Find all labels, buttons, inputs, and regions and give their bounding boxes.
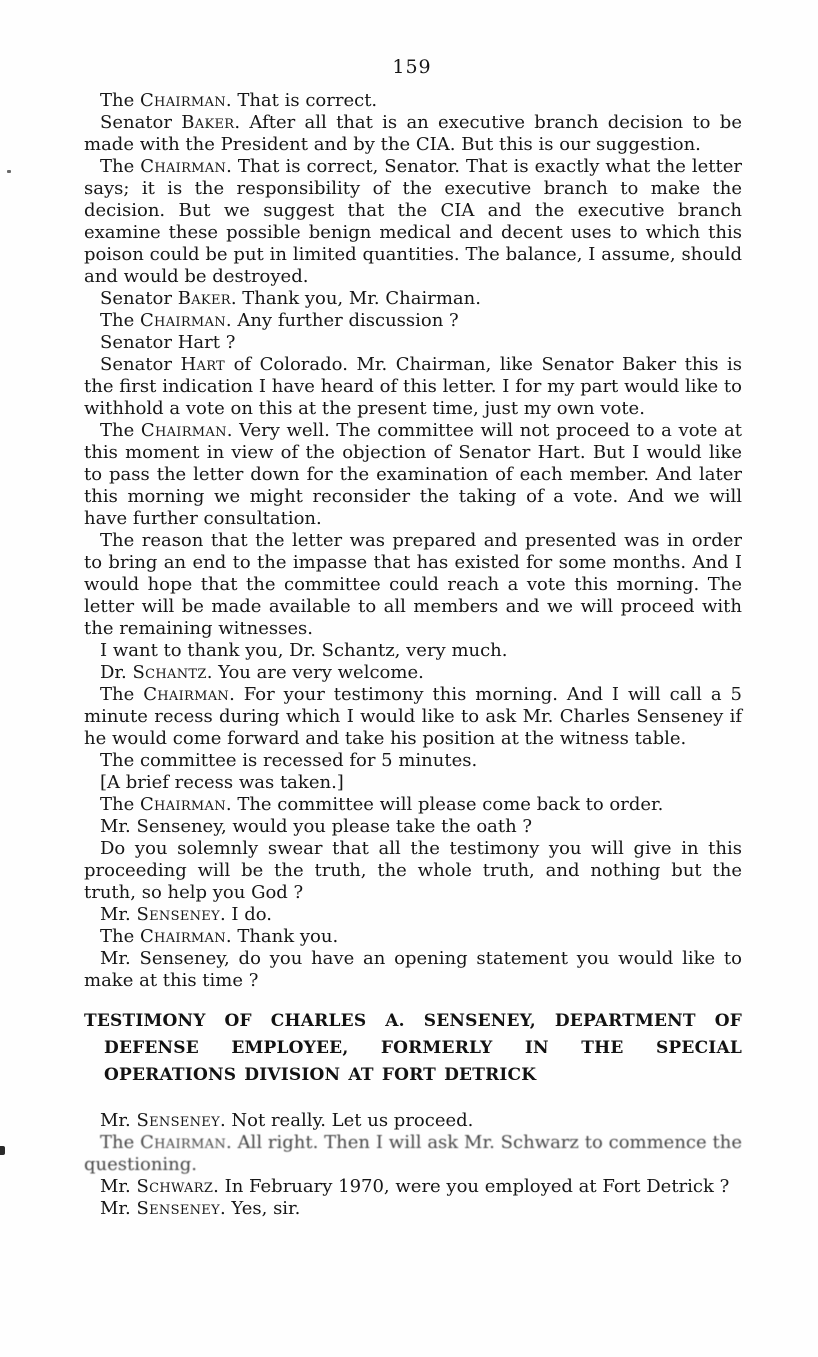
paragraph-text: . Not really. Let us proceed. xyxy=(219,1110,474,1131)
speaker-name: Hart xyxy=(180,354,226,375)
transcript-paragraph xyxy=(84,1132,742,1176)
paragraph-text: Mr. xyxy=(100,1198,137,1219)
paragraph-text: . After all that is an executive branch decision to be made with the President and by the CIA. But this is our suggestion. xyxy=(84,112,742,155)
paragraph-text: The xyxy=(100,684,144,705)
transcript-paragraph xyxy=(84,1198,742,1220)
paragraph-text: The xyxy=(100,794,140,815)
transcript-paragraph xyxy=(84,310,742,332)
transcript-paragraph xyxy=(84,90,742,112)
paragraph-text: Senator xyxy=(100,354,181,375)
paragraph-text: The xyxy=(100,90,140,111)
paragraph-text: Mr. xyxy=(100,1110,137,1131)
lower-section xyxy=(84,990,742,1220)
transcript-paragraph xyxy=(84,926,742,948)
speaker-name: Baker xyxy=(181,112,235,133)
paragraph-text: Senator xyxy=(100,288,178,309)
transcript-paragraph xyxy=(84,1110,742,1132)
transcript-paragraph xyxy=(84,112,742,156)
paragraph-text: of Colorado. Mr. Chairman, like Senator Baker this is the first indication I have heard of this letter. I for my part would like to withhold a vote on this at the present time, just my own vote. xyxy=(84,354,742,419)
speaker-name: Chairman xyxy=(139,90,226,111)
speaker-name: Schwarz xyxy=(136,1176,214,1197)
transcript-paragraph xyxy=(84,772,742,794)
transcript-paragraph xyxy=(84,684,742,750)
testimony-heading: TESTIMONY OF CHARLES A. SENSENEY, DEPARTMENT OF DEFENSE EMPLOYEE, FORMERLY IN THE SPECIAL OPERATIONS DIVISION AT FORT DETRICK xyxy=(84,1011,742,1085)
paragraph-text: I want to thank you, Dr. Schantz, very much. xyxy=(100,640,508,661)
paragraph-text: Do you solemnly swear that all the testimony you will give in this proceeding will be the truth, the whole truth, and nothing but the truth, so help you God ? xyxy=(84,838,742,903)
paragraph-text: . That is correct. xyxy=(225,90,378,111)
speaker-name: Senseney xyxy=(136,1198,220,1219)
speaker-name: Chairman xyxy=(140,156,227,177)
transcript-paragraph xyxy=(84,640,742,662)
paragraph-text: . Very well. The committee will not proceed to a vote at this moment in view of the objection of Senator Hart. But I would like to pass the letter down for the examination of each member. And later this morning we might reconsider the taking of a vote. And we will have further consultation. xyxy=(84,420,742,529)
paragraph-text: Senator Hart ? xyxy=(100,332,236,353)
speaker-name: Baker xyxy=(177,288,231,309)
speaker-name: Chairman xyxy=(140,420,227,441)
transcript-paragraph xyxy=(84,354,742,420)
paragraph-text: . In February 1970, were you employed at Fort Detrick ? xyxy=(213,1176,730,1197)
paragraph-text: The committee is recessed for 5 minutes. xyxy=(100,750,478,771)
paragraph-text: Dr. xyxy=(100,662,133,683)
paragraph-text: The xyxy=(100,1132,141,1153)
paragraph-text: . The committee will please come back to order. xyxy=(225,794,664,815)
speaker-name: Chairman xyxy=(139,794,226,815)
paragraph-text: . You are very welcome. xyxy=(206,662,424,683)
transcript-after xyxy=(84,1110,742,1220)
transcript-paragraph xyxy=(84,948,742,992)
paragraph-text: Mr. Senseney, do you have an opening statement you would like to make at this time ? xyxy=(84,948,742,991)
transcript-paragraph xyxy=(84,420,742,530)
transcript-paragraph xyxy=(84,662,742,684)
paragraph-text: . I do. xyxy=(219,904,273,925)
transcript-paragraph xyxy=(84,794,742,816)
speaker-name: Chairman xyxy=(139,310,226,331)
paragraph-text: . Thank you, Mr. Chairman. xyxy=(230,288,481,309)
heading-spacer xyxy=(84,990,742,1008)
speaker-name: Schantz xyxy=(132,662,207,683)
transcript-paragraph xyxy=(84,1176,742,1198)
transcript-paragraph xyxy=(84,332,742,354)
paragraph-text: Mr. xyxy=(100,904,137,925)
speaker-name: Chairman xyxy=(140,1132,226,1153)
paragraph-text: The xyxy=(100,156,141,177)
paragraph-text: . Thank you. xyxy=(225,926,339,947)
paragraph-text: . Yes, sir. xyxy=(219,1198,301,1219)
paragraph-text: The xyxy=(100,926,140,947)
paragraph-text: Mr. xyxy=(100,1176,137,1197)
speaker-name: Senseney xyxy=(136,1110,220,1131)
paragraph-text: [A brief recess was taken.] xyxy=(100,772,344,793)
transcript-before xyxy=(84,90,742,992)
paragraph-text: . Any further discussion ? xyxy=(225,310,459,331)
scan-artifact-dot xyxy=(7,170,11,173)
speaker-name: Chairman xyxy=(139,926,226,947)
transcript-paragraph xyxy=(84,530,742,640)
paragraph-text: The xyxy=(100,420,141,441)
paragraph-text: Mr. Senseney, would you please take the oath ? xyxy=(100,816,533,837)
transcript-paragraph xyxy=(84,750,742,772)
speaker-name: Senseney xyxy=(136,904,220,925)
speaker-name: Chairman xyxy=(143,684,230,705)
paragraph-text: Senator xyxy=(100,112,182,133)
paragraph-text: . All right. Then I will ask Mr. Schwarz to commence the questioning. xyxy=(84,1132,742,1175)
transcript-paragraph xyxy=(84,816,742,838)
transcript-paragraph xyxy=(84,156,742,288)
paragraph-text: The xyxy=(100,310,140,331)
paragraph-text: . For your testimony this morning. And I will call a 5 minute recess during which I would like to ask Mr. Charles Senseney if he would come forward and take his position at the witness table. xyxy=(84,684,742,749)
paragraph-text: . That is correct, Senator. That is exactly what the letter says; it is the responsibility of the executive branch to make the decision. But we suggest that the CIA and the executive branch examine these possible benign medical and decent uses to which this poison could be put in limited quantities. The balance, I assume, should and would be destroyed. xyxy=(84,156,742,287)
transcript-paragraph xyxy=(84,838,742,904)
transcript-paragraph xyxy=(84,288,742,310)
transcript-paragraph xyxy=(84,904,742,926)
page-number: 159 xyxy=(392,56,432,78)
paragraph-text: The reason that the letter was prepared and presented was in order to bring an end to the impasse that has existed for some months. And I would hope that the committee could reach a vote this morning. The letter will be made available to all members and we will proceed with the remaining witnesses. xyxy=(84,530,742,639)
scan-artifact-dash xyxy=(0,1146,5,1155)
